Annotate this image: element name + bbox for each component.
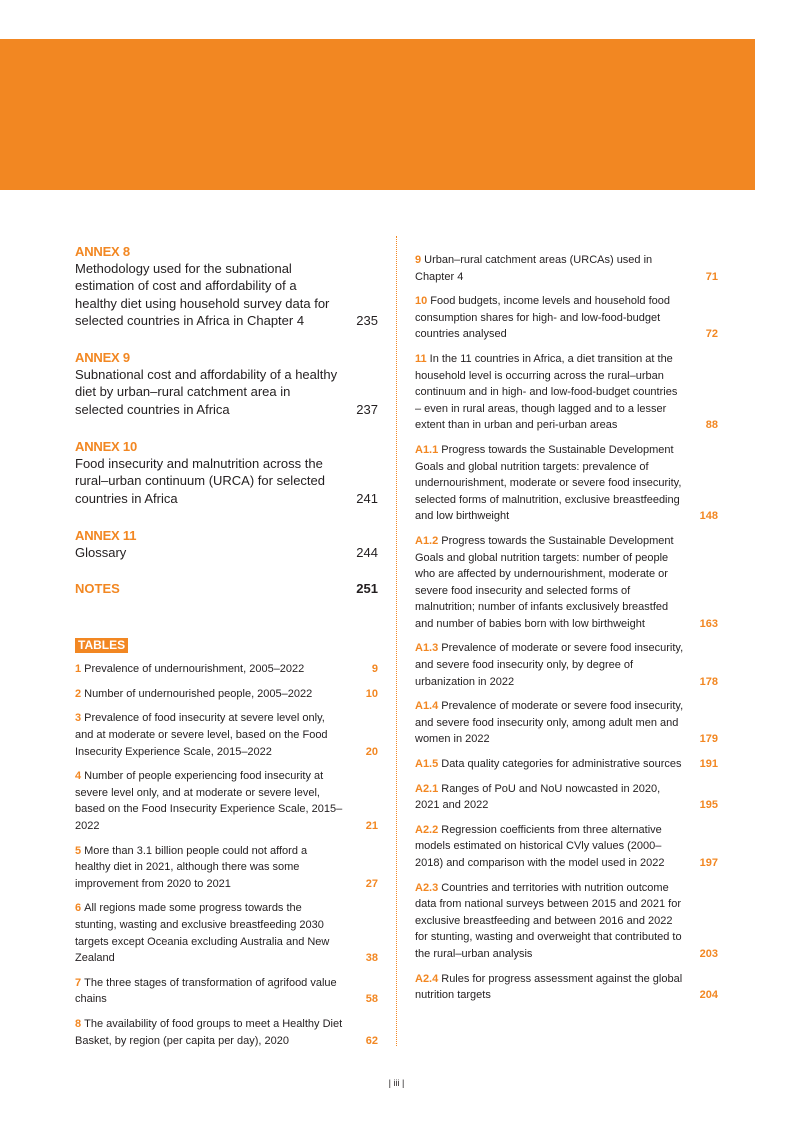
annex-entry[interactable]	[75, 438, 378, 507]
table-number: A1.3	[415, 642, 439, 655]
table-page: 21	[365, 820, 378, 833]
notes-entry[interactable]	[75, 581, 378, 596]
table-title: All regions made some progress towards the stunting, wasting and exclusive breastfeeding 2030 targets except Oceania excluding Australia and New Zealand	[75, 902, 330, 965]
tables-list-right	[415, 252, 718, 1004]
annex-title: Glossary	[75, 544, 127, 560]
table-entry[interactable]	[75, 686, 378, 703]
table-title: Progress towards the Sustainable Development Goals and global nutrition targets: prevalence of undernourishment, moderate or severe food insecurity, selected forms of malnutrition, exclusive breastfeeding and low birthweight	[415, 443, 682, 523]
header-banner	[0, 39, 755, 190]
annex-label: ANNEX 9	[75, 350, 130, 366]
toc-right-column	[415, 252, 718, 1012]
table-number: A1.2	[415, 534, 439, 547]
table-title: Prevalence of moderate or severe food insecurity, and severe food insecurity only, among adult men and women in 2022	[415, 700, 684, 746]
table-entry[interactable]	[415, 880, 718, 963]
annex-list	[75, 243, 378, 561]
annex-body	[75, 455, 378, 507]
table-number: A2.3	[415, 881, 439, 894]
table-entry[interactable]	[75, 1016, 378, 1049]
table-page: 58	[365, 993, 378, 1006]
annex-page: 244	[356, 544, 378, 560]
table-title: Number of undernourished people, 2005–2022	[84, 687, 313, 700]
table-number: 4	[75, 770, 82, 783]
annex-body	[75, 366, 378, 418]
table-entry[interactable]	[75, 900, 378, 966]
annex-label: ANNEX 8	[75, 244, 130, 259]
table-title: In the 11 countries in Africa, a diet transition at the household level is occurring across the rural–urban continuum and in high- and low-food-budget countries – even in rural areas, though lagged and to a lesser extent than in urban and peri-urban areas	[415, 352, 678, 432]
table-entry[interactable]	[415, 252, 718, 285]
table-entry[interactable]	[75, 768, 378, 834]
table-page: 9	[371, 663, 378, 676]
table-number: 5	[75, 844, 82, 857]
table-entry[interactable]	[415, 351, 718, 434]
table-number: A1.4	[415, 700, 439, 713]
table-title: More than 3.1 billion people could not afford a healthy diet in 2021, although there was some improvement from 2020 to 2021	[75, 844, 308, 890]
notes-page: 251	[356, 581, 378, 597]
table-page: 148	[699, 510, 718, 523]
table-entry[interactable]	[415, 822, 718, 872]
table-page: 191	[699, 758, 718, 771]
table-entry[interactable]	[415, 698, 718, 748]
table-number: A1.5	[415, 758, 439, 771]
table-title: Number of people experiencing food insecurity at severe level only, and at moderate or severe level, based on the Food Insecurity Experience Scale, 2015–2022	[75, 770, 343, 833]
table-entry[interactable]	[415, 533, 718, 633]
table-page: 195	[699, 799, 718, 812]
table-page: 204	[699, 989, 718, 1002]
table-title: Countries and territories with nutrition outcome data from national surveys between 2015 and 2021 for exclusive breastfeeding and between 2016 and 2022 for stunting, wasting and overweight that contributed to the rural–urban analysis	[415, 881, 682, 960]
table-page: 88	[705, 419, 718, 432]
table-title: Regression coefficients from three alternative models estimated on historical CVly values (2000–2018) and comparison with the model used in 2022	[415, 823, 665, 869]
table-page: 20	[365, 745, 378, 758]
table-title: Prevalence of food insecurity at severe level only, and at moderate or severe level, based on the Food Insecurity Experience Scale, 2015–2022	[75, 712, 328, 758]
page-number: | iii |	[388, 1078, 405, 1088]
table-number: 8	[75, 1017, 82, 1030]
table-entry[interactable]	[415, 756, 718, 773]
annex-page: 235	[356, 312, 378, 328]
table-number: 2	[75, 687, 82, 700]
annex-body	[75, 260, 378, 329]
table-entry[interactable]	[415, 781, 718, 814]
table-title: Data quality categories for administrative sources	[441, 758, 682, 771]
annex-page: 237	[356, 401, 378, 417]
table-entry[interactable]	[75, 710, 378, 760]
annex-label: ANNEX 10	[75, 439, 137, 455]
table-number: 1	[75, 663, 82, 676]
table-number: 3	[75, 712, 82, 725]
annex-title: Methodology used for the subnational estimation of cost and affordability of a healthy diet using household survey data for selected countries in Africa in Chapter 4	[75, 261, 330, 328]
table-entry[interactable]	[415, 971, 718, 1004]
table-page: 38	[365, 952, 378, 965]
table-entry[interactable]	[75, 843, 378, 893]
table-page: 178	[699, 675, 718, 688]
table-number: A1.1	[415, 443, 439, 456]
table-number: A2.2	[415, 823, 439, 836]
table-page: 163	[699, 617, 718, 630]
table-title: Prevalence of moderate or severe food insecurity, and severe food insecurity only, by degree of urbanization in 2022	[415, 642, 684, 688]
tables-heading: TABLES	[75, 638, 128, 653]
table-title: Food budgets, income levels and household food consumption shares for high- and low-food-budget countries analysed	[415, 295, 670, 341]
table-entry[interactable]	[75, 661, 378, 678]
table-page: 10	[365, 687, 378, 700]
table-title: Prevalence of undernourishment, 2005–2022	[84, 663, 305, 676]
annex-page: 241	[356, 490, 378, 506]
table-title: The availability of food groups to meet a Healthy Diet Basket, by region (per capita per day), 2020	[75, 1017, 343, 1047]
table-title: Ranges of PoU and NoU nowcasted in 2020, 2021 and 2022	[415, 782, 661, 812]
notes-label: NOTES	[75, 581, 120, 597]
table-number: 10	[415, 295, 428, 308]
table-page: 203	[699, 947, 718, 960]
table-title: The three stages of transformation of agrifood value chains	[75, 976, 337, 1006]
table-page: 62	[365, 1034, 378, 1047]
annex-title: Food insecurity and malnutrition across the rural–urban continuum (URCA) for selected countries in Africa	[75, 456, 325, 506]
annex-title: Subnational cost and affordability of a healthy diet by urban–rural catchment area in selected countries in Africa	[75, 367, 338, 417]
table-title: Progress towards the Sustainable Development Goals and global nutrition targets: number of people who are affected by undernourishment, moderate or severe food insecurity and selected forms of malnutrition; number of infants exclusively breastfed and number of babies born with low birthweight	[415, 534, 674, 630]
annex-body	[75, 544, 378, 561]
table-number: 11	[415, 352, 427, 365]
annex-entry[interactable]	[75, 349, 378, 418]
table-page: 179	[699, 733, 718, 746]
table-entry[interactable]	[75, 975, 378, 1008]
annex-entry[interactable]	[75, 527, 378, 561]
table-page: 72	[705, 328, 718, 341]
table-page: 197	[699, 857, 718, 869]
table-title: Urban–rural catchment areas (URCAs) used in Chapter 4	[415, 254, 653, 283]
annex-entry[interactable]	[75, 243, 378, 329]
annex-label: ANNEX 11	[75, 527, 137, 543]
tables-list-left	[75, 661, 378, 1049]
column-divider	[396, 236, 397, 1046]
table-page: 71	[705, 270, 718, 283]
table-number: A2.4	[415, 972, 439, 985]
table-title: Rules for progress assessment against the global nutrition targets	[415, 972, 683, 1002]
table-page: 27	[365, 877, 378, 890]
table-number: 9	[415, 254, 422, 266]
table-number: 6	[75, 902, 82, 915]
table-entry[interactable]	[415, 442, 718, 525]
toc-left-column	[75, 243, 378, 1057]
table-entry[interactable]	[415, 293, 718, 343]
table-entry[interactable]	[415, 640, 718, 690]
table-number: 7	[75, 976, 82, 989]
table-number: A2.1	[415, 782, 439, 795]
